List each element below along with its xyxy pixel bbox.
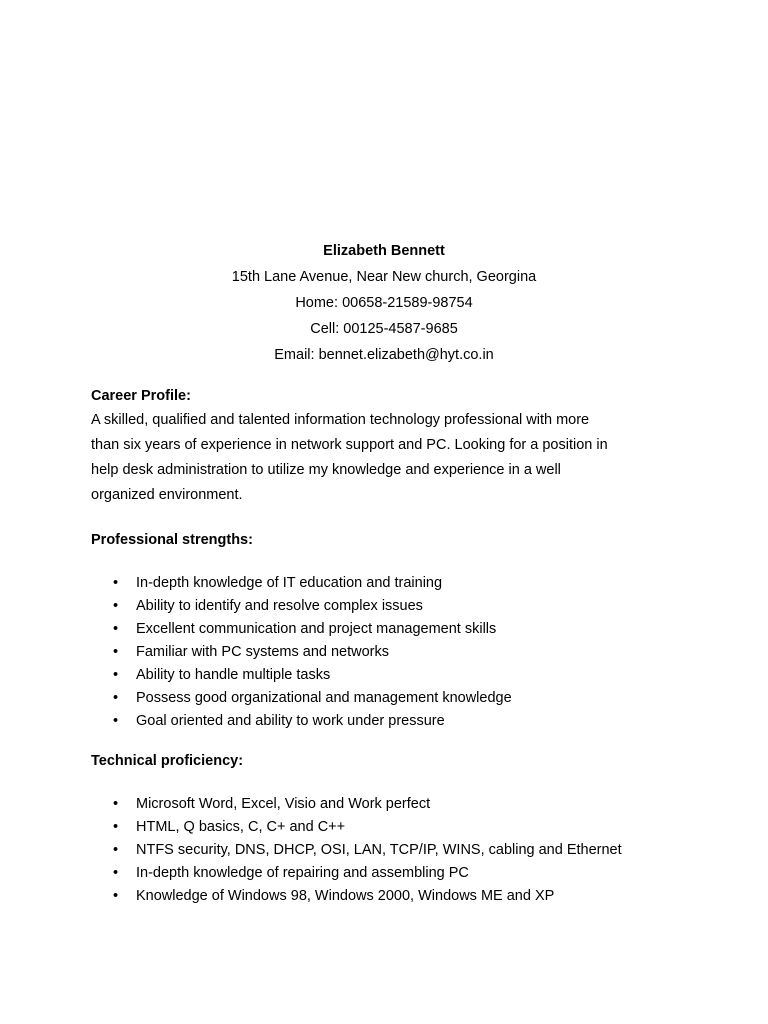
email-line (0, 342, 768, 368)
home-phone-label: Home: (295, 295, 339, 311)
email-value: bennet.elizabeth@hyt.co.in (318, 347, 494, 363)
list-item (91, 816, 622, 839)
bullet-icon: • (113, 667, 119, 683)
cell-phone-label: Cell: (310, 321, 340, 337)
list-item (91, 641, 512, 664)
technical-proficiency-heading: Technical proficiency: (91, 753, 244, 769)
list-item (91, 793, 622, 816)
list-item-text: Ability to identify and resolve complex issues (136, 598, 423, 614)
bullet-icon: • (113, 865, 119, 881)
bullet-icon: • (113, 796, 119, 812)
list-item (91, 572, 512, 595)
bullet-icon: • (113, 690, 119, 706)
list-item-text: Excellent communication and project management skills (136, 621, 497, 637)
technical-proficiency-list (91, 793, 622, 908)
list-item-text: Possess good organizational and management knowledge (136, 690, 512, 706)
list-item-text: Goal oriented and ability to work under pressure (136, 713, 445, 729)
list-item (91, 862, 622, 885)
home-phone-line (0, 290, 768, 316)
list-item-text: Knowledge of Windows 98, Windows 2000, Windows ME and XP (136, 888, 555, 904)
list-item (91, 885, 622, 908)
bullet-icon: • (113, 713, 119, 729)
bullet-icon: • (113, 819, 119, 835)
cell-phone-value: 00125-4587-9685 (343, 321, 458, 337)
bullet-icon: • (113, 598, 119, 614)
list-item (91, 595, 512, 618)
list-item-text: NTFS security, DNS, DHCP, OSI, LAN, TCP/IP, WINS, cabling and Ethernet (136, 842, 622, 858)
contact-header (0, 238, 768, 368)
bullet-icon: • (113, 621, 119, 637)
home-phone-value: 00658-21589-98754 (342, 295, 473, 311)
bullet-icon: • (113, 842, 119, 858)
professional-strengths-list (91, 572, 512, 733)
bullet-icon: • (113, 888, 119, 904)
email-label: Email: (274, 347, 315, 363)
list-item (91, 618, 512, 641)
career-profile-line: organized environment. (91, 487, 243, 503)
list-item-text: Microsoft Word, Excel, Visio and Work perfect (136, 796, 431, 812)
bullet-icon: • (113, 575, 119, 591)
bullet-icon: • (113, 644, 119, 660)
applicant-name: Elizabeth Bennett (323, 243, 445, 259)
career-profile-line: than six years of experience in network support and PC. Looking for a position in (91, 437, 608, 453)
career-profile-heading: Career Profile: (91, 388, 191, 404)
list-item-text: In-depth knowledge of repairing and assembling PC (136, 865, 469, 881)
list-item-text: HTML, Q basics, C, C+ and C++ (136, 819, 346, 835)
list-item-text: Familiar with PC systems and networks (136, 644, 390, 660)
list-item (91, 664, 512, 687)
cell-phone-line (0, 316, 768, 342)
list-item-text: Ability to handle multiple tasks (136, 667, 331, 683)
list-item-text: In-depth knowledge of IT education and training (136, 575, 443, 591)
address-line: 15th Lane Avenue, Near New church, Georgina (231, 269, 537, 285)
professional-strengths-heading: Professional strengths: (91, 532, 253, 548)
career-profile-line: help desk administration to utilize my knowledge and experience in a well (91, 462, 561, 478)
list-item (91, 839, 622, 862)
career-profile-text (91, 408, 681, 508)
list-item (91, 710, 512, 733)
career-profile-line: A skilled, qualified and talented information technology professional with more (91, 412, 590, 428)
list-item (91, 687, 512, 710)
